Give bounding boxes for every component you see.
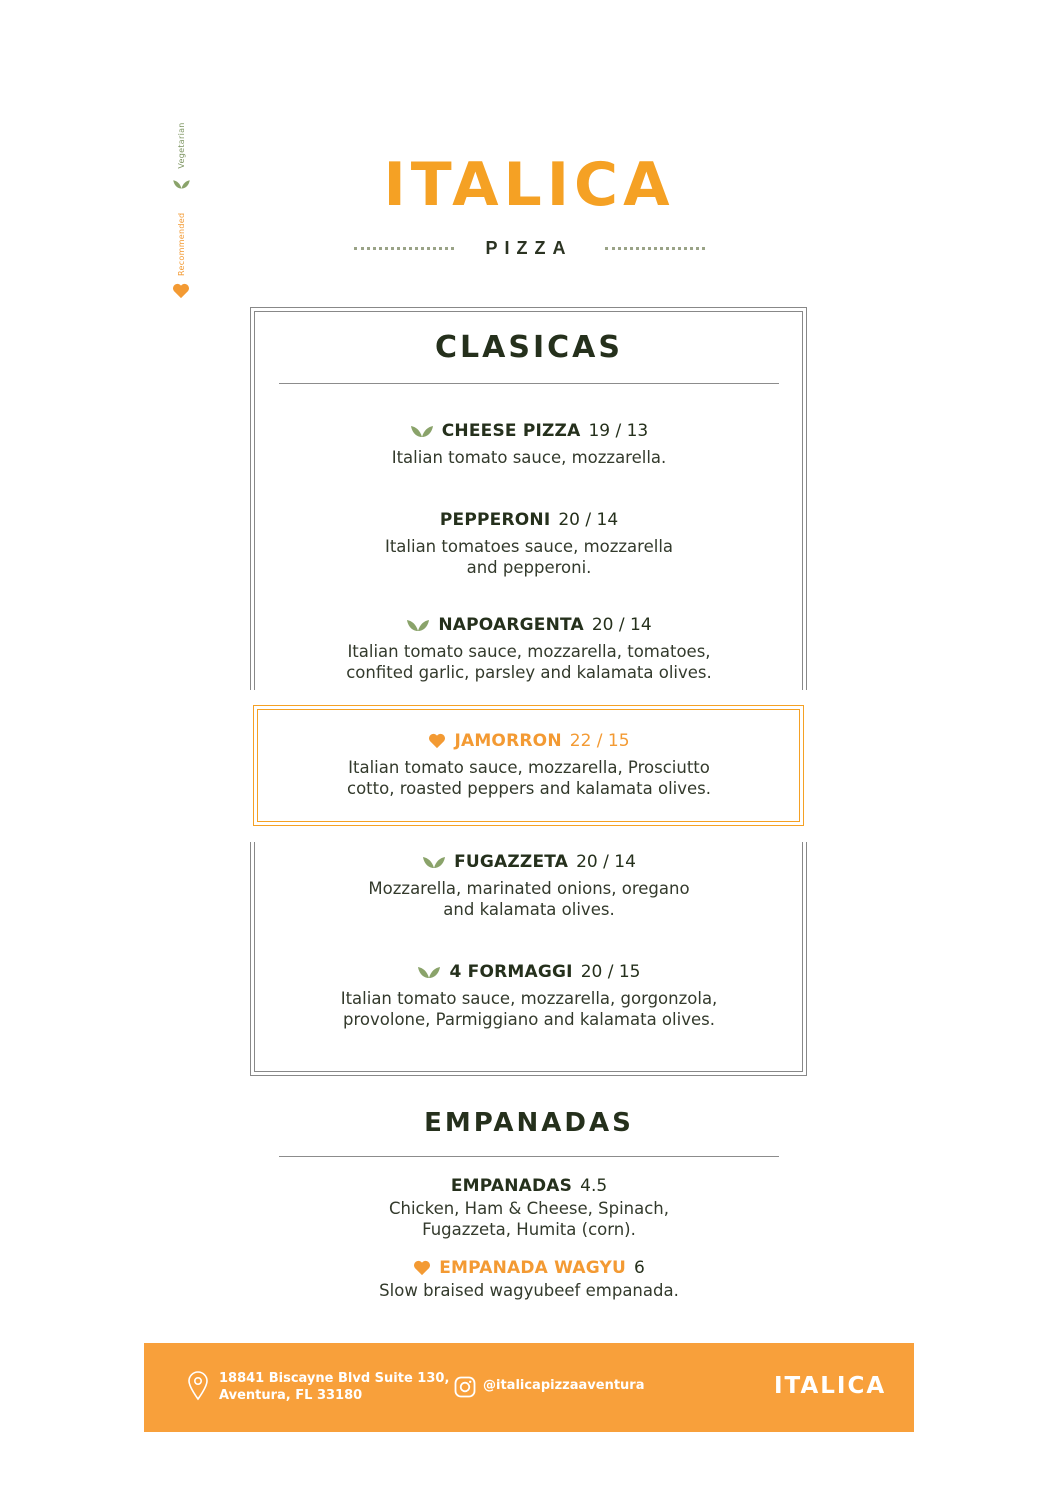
divider-dots: [605, 247, 705, 250]
item-name: 4 FORMAGGI: [449, 962, 573, 982]
menu-item-cheese-pizza: [280, 419, 778, 468]
menu-item-napoargenta: [280, 613, 778, 683]
item-name: FUGAZZETA: [454, 852, 569, 872]
brand-title: ITALICA: [383, 150, 675, 220]
item-name: JAMORRON: [454, 731, 562, 751]
legend-vegetarian-label: Vegetarian: [176, 122, 186, 169]
section-rule: [279, 1156, 779, 1157]
heart-icon: [428, 733, 446, 749]
address-line: Aventura, FL 33180: [219, 1388, 363, 1403]
item-description: [280, 757, 778, 799]
heart-icon: [413, 1260, 431, 1276]
item-price: 6: [633, 1258, 645, 1278]
desc-line: Italian tomato sauce, mozzarella.: [391, 448, 667, 467]
location-pin-icon: [187, 1371, 209, 1401]
divider-dots: [354, 247, 454, 250]
item-description: [280, 878, 778, 920]
desc-line: Fugazzeta, Humita (corn).: [422, 1220, 636, 1239]
desc-line: Italian tomato sauce, mozzarella, tomatoes,: [347, 642, 711, 661]
instagram-handle[interactable]: @italicapizzaaventura: [483, 1378, 645, 1393]
item-price: 4.5: [580, 1176, 608, 1196]
leaf-icon: [410, 424, 434, 438]
footer-bar: [144, 1343, 914, 1432]
desc-line: Italian tomato sauce, mozzarella, Prosciutto: [348, 758, 710, 777]
desc-line: Slow braised wagyubeef empanada.: [379, 1281, 679, 1300]
menu-item-pepperoni: [280, 508, 778, 578]
section-rule: [279, 383, 779, 384]
desc-line: Mozzarella, marinated onions, oregano: [368, 879, 690, 898]
section-title-empanadas: EMPANADAS: [424, 1108, 634, 1138]
desc-line: and kalamata olives.: [443, 900, 615, 919]
leaf-icon: [422, 855, 446, 869]
heart-icon: [172, 283, 190, 299]
item-name: EMPANADA WAGYU: [439, 1258, 626, 1278]
item-price: 22 / 15: [569, 731, 630, 751]
item-description: [280, 536, 778, 578]
item-name: EMPANADAS: [450, 1176, 573, 1196]
desc-line: Chicken, Ham & Cheese, Spinach,: [388, 1199, 670, 1218]
item-name: CHEESE PIZZA: [441, 421, 581, 441]
menu-item-jamorron: [280, 729, 778, 799]
section-title-clasicas: CLASICAS: [435, 330, 623, 365]
desc-line: provolone, Parmiggiano and kalamata olives.: [343, 1010, 715, 1029]
desc-line: Italian tomatoes sauce, mozzarella: [384, 537, 674, 556]
leaf-icon: [417, 965, 441, 979]
footer-address: [219, 1370, 449, 1404]
legend-recommended-label: Recommended: [176, 212, 186, 276]
item-price: 19 / 13: [588, 421, 649, 441]
item-price: 20 / 14: [576, 852, 636, 872]
instagram-icon[interactable]: [454, 1376, 476, 1398]
menu-subtitle: PIZZA: [485, 238, 573, 258]
item-name: PEPPERONI: [439, 510, 551, 530]
item-price: 20 / 14: [558, 510, 619, 530]
desc-line: confited garlic, parsley and kalamata olives.: [346, 663, 712, 682]
item-price: 20 / 14: [591, 615, 652, 635]
item-description: [280, 988, 778, 1030]
item-description: [280, 1198, 778, 1240]
item-name: NAPOARGENTA: [438, 615, 584, 635]
leaf-icon: [406, 618, 430, 632]
menu-item-empanada-wagyu: [280, 1256, 778, 1301]
subtitle-row: [0, 238, 1058, 259]
item-price: 20 / 15: [580, 962, 641, 982]
menu-item-fugazzeta: [280, 850, 778, 920]
item-description: [280, 447, 778, 468]
footer-brand: ITALICA: [774, 1373, 887, 1399]
menu-item-4-formaggi: [280, 960, 778, 1030]
desc-line: and pepperoni.: [466, 558, 592, 577]
item-description: [280, 641, 778, 683]
item-description: [280, 1280, 778, 1301]
desc-line: Italian tomato sauce, mozzarella, gorgonzola,: [340, 989, 718, 1008]
address-line: 18841 Biscayne Blvd Suite 130,: [219, 1371, 450, 1386]
menu-item-empanadas: [280, 1174, 778, 1240]
desc-line: cotto, roasted peppers and kalamata olives.: [347, 779, 711, 798]
